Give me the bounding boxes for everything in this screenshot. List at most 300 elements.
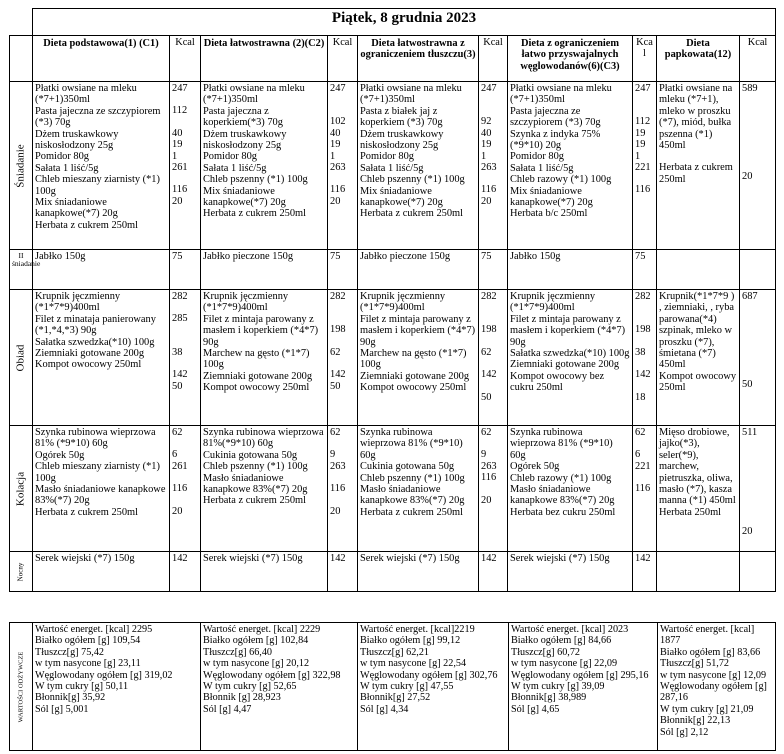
menu-item: Mix śniadaniowe kanapkowe(*7) 20g bbox=[203, 185, 286, 209]
kcal-value bbox=[742, 460, 773, 471]
kcal-cell bbox=[740, 82, 776, 250]
kcal-value: 263 bbox=[481, 162, 497, 174]
kcal-value bbox=[172, 117, 198, 128]
kcal-value: 116 bbox=[635, 184, 651, 196]
kcal-value: 198 bbox=[635, 324, 651, 336]
menu-item: Mix śniadaniowe kanapkowe(*7) 20g bbox=[510, 185, 593, 209]
meal-items-cell bbox=[657, 552, 740, 592]
kcal-value bbox=[172, 325, 198, 336]
kcal-value: 116 bbox=[481, 472, 497, 484]
nutrition-value: Węglowodany ogółem [g] 295,16 bbox=[511, 669, 649, 681]
menu-item bbox=[659, 151, 737, 162]
kcal-value bbox=[330, 302, 355, 313]
meal-items-cell bbox=[508, 552, 633, 592]
menu-item: Kompot owocowy 250ml bbox=[203, 382, 310, 394]
kcal-value: 1 bbox=[635, 150, 641, 162]
kcal-value: 261 bbox=[172, 460, 188, 472]
nutrition-value: w tym nasycone [g] 22,09 bbox=[511, 658, 618, 670]
meal-items-cell bbox=[201, 82, 328, 250]
nutrition-cell bbox=[201, 623, 358, 751]
kcal-cell bbox=[633, 552, 657, 592]
menu-item: Herbata b/c 250ml bbox=[510, 208, 588, 220]
nutrition-value: Wartość energet. [kcal] 2023 bbox=[511, 624, 629, 635]
kcal-value: 511 bbox=[742, 427, 758, 438]
menu-item: Ogórek 50g bbox=[35, 449, 85, 461]
menu-item: Płatki owsiane na mleku (*7+1)350ml bbox=[35, 83, 140, 106]
kcal-value bbox=[330, 336, 355, 347]
menu-item: Masło śniadaniowe kanapkowe 83%(*7) 20g bbox=[35, 484, 169, 507]
menu-item: Cukinia gotowana 50g bbox=[360, 461, 455, 473]
kcal-value: 116 bbox=[635, 483, 651, 495]
kcal-value: 40 bbox=[481, 127, 492, 139]
kcal-value: 263 bbox=[481, 460, 497, 472]
nutrition-value: Błonnik [g] 28,923 bbox=[203, 692, 281, 704]
menu-item: Filet z mintaja parowany z masłem i koperkiem (*4*7) 90g bbox=[510, 313, 628, 348]
nutrition-row bbox=[10, 623, 776, 751]
kcal-value: 142 bbox=[481, 553, 497, 564]
menu-item: Szynka rubinowa wieprzowa 81% (*9*10) 60g bbox=[510, 427, 616, 461]
kcal-cell bbox=[479, 426, 508, 552]
kcal-value: 50 bbox=[330, 380, 341, 392]
menu-item: Masło śniadaniowe kanapkowe 83%(*7) 20g bbox=[203, 472, 308, 496]
nutrition-value: Błonnik[g] 22,13 bbox=[660, 715, 731, 727]
nutrition-value: Tłuszcz[g] 75,42 bbox=[35, 646, 105, 658]
kcal-value bbox=[742, 127, 773, 138]
kcal-cell bbox=[328, 82, 358, 250]
kcal-value bbox=[481, 358, 505, 369]
corner-cell bbox=[10, 9, 33, 36]
menu-item: Filet z minataja panierowany (*1,*4,*3) 90g bbox=[35, 313, 159, 337]
meal-label-cell bbox=[10, 290, 33, 426]
kcal-value bbox=[172, 358, 198, 369]
menu-item: Szynka z indyka 75%(*9*10) 20g bbox=[510, 128, 601, 152]
kcal-value: 38 bbox=[635, 346, 646, 358]
nutrition-cell bbox=[509, 623, 658, 751]
kcal-value bbox=[742, 553, 773, 564]
menu-item: Pasta z białek jaj z koperkiem (*3) 70g bbox=[360, 105, 443, 129]
meal-items-cell bbox=[657, 82, 740, 250]
nutrition-value: Białko ogółem [g] 102,84 bbox=[203, 635, 309, 647]
nutrition-value: Węglowodany ogółem [g] 322,98 bbox=[203, 669, 341, 681]
nutrition-value: Tłuszcz[g] 66,40 bbox=[203, 646, 273, 658]
kcal-value: 221 bbox=[635, 460, 651, 472]
kcal-value: 6 bbox=[172, 449, 178, 461]
menu-item: Mix śniadaniowe kanapkowe(*7) 20g bbox=[35, 197, 118, 220]
diet-header-3: Dieta łatwostrawna z ograniczeniem tłuszczu(3) bbox=[358, 36, 479, 82]
kcal-header: Kcal bbox=[740, 36, 776, 82]
menu-item: Ziemniaki gotowane 200g bbox=[35, 348, 145, 360]
menu-item: Kompot owocowy bez cukru 250ml bbox=[510, 370, 607, 394]
kcal-value: 40 bbox=[172, 127, 183, 139]
meal-label-cell bbox=[10, 552, 33, 592]
menu-item: Marchew na gęsto (*1*7) 100g bbox=[360, 348, 470, 371]
meal-label-cell bbox=[10, 426, 33, 552]
menu-item: Dżem truskawkowy niskosłodzony 25g bbox=[203, 128, 290, 152]
kcal-cell bbox=[633, 82, 657, 250]
kcal-value bbox=[742, 94, 773, 105]
kcal-value: 116 bbox=[330, 184, 346, 196]
kcal-value: 247 bbox=[172, 83, 188, 94]
kcal-cell bbox=[328, 426, 358, 552]
menu-item: Masło śniadaniowe kanapkowe 83%(*7) 20g bbox=[360, 484, 465, 507]
meal-items-cell bbox=[358, 552, 479, 592]
page-title: Piątek, 8 grudnia 2023 bbox=[33, 9, 776, 36]
kcal-value bbox=[172, 302, 198, 313]
kcal-value: 282 bbox=[172, 291, 188, 302]
menu-item: Krupnik(*1*7*9 ) , ziemniaki, , ryba parowana(*4) szpinak, mleko w proszku (*7), śmietana (*7) 450ml bbox=[659, 291, 737, 371]
nutrition-value: Węglowodany ogółem [g] 319,02 bbox=[35, 669, 173, 681]
kcal-value: 116 bbox=[172, 184, 188, 196]
nutrition-value: Błonnik[g] 35,92 bbox=[35, 692, 106, 704]
menu-item: Chleb pszenny (*1) 100g bbox=[203, 174, 308, 186]
menu-item: Szynka rubinowa wieprzowa 81%(*9*10) 60g bbox=[203, 427, 327, 450]
kcal-value bbox=[172, 472, 198, 483]
kcal-value: 20 bbox=[330, 505, 341, 517]
menu-item: Szynka rubinowa wieprzowa 81% (*9*10) 60g bbox=[360, 427, 466, 461]
kcal-cell bbox=[740, 290, 776, 426]
nutrition-value: W tym cukry [g] 39,09 bbox=[511, 681, 605, 693]
kcal-value: 62 bbox=[481, 427, 492, 438]
meal-items-cell bbox=[33, 250, 170, 290]
kcal-value: 62 bbox=[172, 427, 183, 438]
menu-item: Herbata z cukrem 250ml bbox=[203, 208, 306, 220]
kcal-cell bbox=[479, 250, 508, 290]
meal-items-cell bbox=[358, 290, 479, 426]
kcal-value: 142 bbox=[172, 553, 188, 564]
nutrition-label: WARTOŚCI ODŻYWCZE bbox=[17, 651, 25, 722]
kcal-value bbox=[481, 313, 505, 324]
kcal-cell bbox=[328, 290, 358, 426]
nutrition-value: Tłuszcz[g] 62,21 bbox=[360, 646, 430, 658]
kcal-value bbox=[172, 336, 198, 347]
meal-items-cell bbox=[201, 290, 328, 426]
menu-item: Krupnik jęczmienny (*1*7*9)400ml bbox=[510, 291, 598, 314]
kcal-cell bbox=[740, 552, 776, 592]
kcal-header: Kcal bbox=[328, 36, 358, 82]
menu-item: Pasta jajeczna ze szczypiorem (*3) 70g bbox=[35, 105, 164, 129]
menu-item: Mix śniadaniowe kanapkowe(*7) 20g bbox=[360, 185, 443, 209]
nutrition-value: Sól [g] 4,47 bbox=[203, 703, 252, 715]
kcal-value: 142 bbox=[635, 553, 651, 564]
kcal-value: 116 bbox=[330, 483, 346, 495]
kcal-value bbox=[635, 302, 654, 313]
kcal-value: 19 bbox=[481, 139, 492, 151]
menu-item: Ziemniaki gotowane 200g bbox=[510, 359, 620, 371]
menu-item bbox=[659, 251, 737, 262]
header-corner bbox=[10, 36, 33, 82]
menu-item: Pomidor 80g bbox=[35, 151, 89, 163]
kcal-cell bbox=[170, 290, 201, 426]
menu-item: Ziemniaki gotowane 200g bbox=[203, 370, 313, 382]
menu-item: Jabłko pieczone 150g bbox=[203, 251, 294, 262]
menu-item: Ziemniaki gotowane 200g bbox=[360, 370, 470, 382]
kcal-value bbox=[635, 94, 654, 105]
meal-items-cell bbox=[33, 290, 170, 426]
meal-label-cell bbox=[10, 250, 41, 290]
kcal-value: 198 bbox=[481, 324, 497, 336]
kcal-value: 263 bbox=[330, 460, 346, 472]
kcal-value bbox=[635, 381, 654, 392]
menu-item: Pasta jajeczna ze szczypiorem (*3) 70g bbox=[510, 105, 601, 129]
menu-item: Pomidor 80g bbox=[360, 151, 414, 163]
meal-items-cell bbox=[358, 426, 479, 552]
meal-items-cell bbox=[508, 426, 633, 552]
nutrition-value: Sól [g] 4,34 bbox=[360, 703, 409, 715]
kcal-value: 75 bbox=[635, 251, 646, 262]
nutrition-value: Białko ogółem [g] 83,66 bbox=[660, 646, 761, 658]
kcal-value bbox=[481, 94, 505, 105]
kcal-value bbox=[742, 346, 773, 357]
kcal-value bbox=[742, 105, 773, 116]
kcal-value: 20 bbox=[330, 195, 341, 207]
menu-item: Krupnik jęczmienny (*1*7*9)400ml bbox=[203, 291, 291, 314]
meal-items-cell bbox=[657, 426, 740, 552]
kcal-value: 589 bbox=[742, 83, 758, 94]
kcal-value bbox=[481, 484, 505, 495]
kcal-value: 1 bbox=[481, 150, 487, 162]
kcal-header: Kcal bbox=[479, 36, 508, 82]
kcal-cell bbox=[633, 250, 657, 290]
kcal-value bbox=[330, 105, 355, 116]
nutrition-value: Sól [g] 4,65 bbox=[511, 703, 560, 715]
menu-item: Herbata z cukrem 250ml bbox=[360, 208, 463, 220]
meal-row bbox=[10, 426, 776, 552]
kcal-value: 6 bbox=[635, 449, 641, 461]
menu-item: Pomidor 80g bbox=[203, 151, 257, 163]
menu-item: Pomidor 80g bbox=[510, 151, 564, 163]
menu-item: Serek wiejski (*7) 150g bbox=[510, 553, 610, 564]
kcal-value bbox=[742, 368, 773, 379]
kcal-value: 20 bbox=[742, 171, 753, 183]
kcal-value: 285 bbox=[172, 313, 188, 325]
kcal-value bbox=[481, 336, 505, 347]
kcal-value bbox=[742, 313, 773, 324]
meal-label: Nocny bbox=[16, 562, 25, 581]
nutrition-value: Tłuszcz[g] 51,72 bbox=[660, 658, 730, 670]
menu-item: Serek wiejski (*7) 150g bbox=[360, 553, 460, 564]
menu-item: Pasta jajeczna z koperkiem(*3) 70g bbox=[203, 105, 283, 129]
menu-item: Chleb razowy (*1) 100g bbox=[510, 174, 612, 186]
menu-item: Sałata 1 liść/5g bbox=[510, 162, 574, 174]
menu-item: Płatki owsiane na mleku (*7+1)350ml bbox=[510, 83, 615, 106]
kcal-cell bbox=[740, 250, 776, 290]
kcal-value bbox=[742, 438, 773, 449]
kcal-value: 20 bbox=[172, 505, 183, 517]
kcal-value bbox=[742, 357, 773, 368]
kcal-value bbox=[330, 472, 355, 483]
menu-item: Krupnik jęczmienny (*1*7*9)400ml bbox=[360, 291, 448, 314]
kcal-value: 116 bbox=[172, 483, 188, 495]
kcal-cell bbox=[328, 250, 358, 290]
menu-item: Chleb pszenny (*1) 100g bbox=[203, 461, 308, 473]
kcal-value: 50 bbox=[172, 380, 183, 392]
kcal-value bbox=[742, 160, 773, 171]
kcal-value: 247 bbox=[330, 83, 346, 94]
kcal-value bbox=[172, 438, 198, 449]
nutrition-value: Błonnik[g] 27,52 bbox=[360, 692, 431, 704]
meal-items-cell bbox=[657, 250, 740, 290]
kcal-value: 62 bbox=[330, 346, 341, 358]
kcal-value: 142 bbox=[330, 369, 346, 381]
menu-item: Sałata 1 liść/5g bbox=[35, 162, 99, 174]
kcal-value: 92 bbox=[481, 116, 492, 128]
kcal-value: 261 bbox=[172, 162, 188, 174]
kcal-value bbox=[635, 196, 654, 207]
nutrition-value: W tym cukry [g] 52,65 bbox=[203, 681, 297, 693]
meal-items-cell bbox=[657, 290, 740, 426]
menu-item: Herbata 250ml bbox=[659, 506, 722, 518]
nutrition-value: Białko ogółem [g] 109,54 bbox=[35, 635, 141, 647]
kcal-value bbox=[742, 324, 773, 335]
menu-item: Serek wiejski (*7) 150g bbox=[203, 553, 303, 564]
menu-item: Sałatka szwedzka(*10) 100g bbox=[510, 348, 630, 360]
kcal-cell bbox=[170, 552, 201, 592]
nutrition-value: Wartość energet. [kcal] 2295 bbox=[35, 624, 153, 635]
kcal-value: 62 bbox=[635, 427, 646, 438]
menu-item: Kompot owocowy 250ml bbox=[659, 370, 739, 394]
kcal-cell bbox=[328, 552, 358, 592]
kcal-header: Kca l bbox=[633, 36, 657, 82]
meal-label: Kolacja bbox=[14, 471, 27, 506]
kcal-value bbox=[635, 173, 654, 184]
kcal-value: 1 bbox=[330, 150, 336, 162]
nutrition-value: w tym nasycone [g] 12,09 bbox=[660, 669, 767, 681]
meal-items-cell bbox=[358, 250, 479, 290]
kcal-value: 50 bbox=[742, 379, 753, 391]
kcal-value: 263 bbox=[330, 162, 346, 174]
kcal-value bbox=[635, 105, 654, 116]
menu-table bbox=[9, 8, 776, 592]
diet-header-2: Dieta łatwostrawna (2)(C2) bbox=[201, 36, 328, 82]
nutrition-value: w tym nasycone [g] 22,54 bbox=[360, 658, 467, 670]
kcal-value bbox=[742, 482, 773, 493]
menu-item: Jabłko 150g bbox=[510, 251, 561, 262]
menu-item: Herbata z cukrem 250ml bbox=[360, 506, 463, 518]
nutrition-cell bbox=[33, 623, 201, 751]
kcal-value bbox=[635, 472, 654, 483]
kcal-value: 282 bbox=[481, 291, 497, 302]
kcal-value bbox=[481, 105, 505, 116]
menu-item: Chleb pszenny (*1) 100g bbox=[360, 472, 465, 484]
menu-item: Chleb mieszany ziarnisty (*1) 100g bbox=[35, 174, 163, 197]
kcal-value bbox=[742, 149, 773, 160]
kcal-value: 62 bbox=[481, 346, 492, 358]
kcal-value: 9 bbox=[481, 449, 487, 461]
kcal-value: 18 bbox=[635, 391, 646, 403]
meal-items-cell bbox=[201, 552, 328, 592]
menu-item: Chleb mieszany ziarnisty (*1) 100g bbox=[35, 461, 163, 484]
kcal-value: 19 bbox=[635, 139, 646, 151]
kcal-value bbox=[330, 94, 355, 105]
meal-items-cell bbox=[33, 426, 170, 552]
kcal-value bbox=[635, 495, 654, 506]
kcal-value: 50 bbox=[481, 391, 492, 403]
menu-item: Masło śniadaniowe kanapkowe 83%(*7) 20g bbox=[510, 484, 615, 507]
kcal-value bbox=[635, 438, 654, 449]
nutrition-value: w tym nasycone [g] 20,12 bbox=[203, 658, 310, 670]
kcal-cell bbox=[479, 552, 508, 592]
menu-item: Cukinia gotowana 50g bbox=[203, 449, 298, 461]
kcal-value: 19 bbox=[635, 127, 646, 139]
meal-items-cell bbox=[508, 250, 633, 290]
kcal-value: 247 bbox=[481, 83, 497, 94]
meal-row bbox=[10, 250, 776, 290]
menu-item: Krupnik jęczmienny (*1*7*9)400ml bbox=[35, 291, 123, 314]
kcal-value bbox=[742, 471, 773, 482]
menu-item: Sałatka szwedzka(*10) 100g bbox=[35, 336, 155, 348]
kcal-value: 9 bbox=[330, 449, 336, 461]
kcal-value bbox=[481, 173, 505, 184]
kcal-value: 38 bbox=[172, 346, 183, 358]
nutrition-value: W tym cukry [g] 21,09 bbox=[660, 703, 754, 715]
diet-header-4: Dieta z ograniczeniem łatwo przyswajalnych węglowodanów(6)(C3) bbox=[508, 36, 633, 82]
diet-header-1: Dieta podstawowa(1) (C1) bbox=[33, 36, 170, 82]
menu-item: Dżem truskawkowy niskosłodzony 25g bbox=[35, 128, 122, 152]
nutrition-label-cell bbox=[10, 623, 33, 751]
kcal-value: 142 bbox=[635, 369, 651, 381]
kcal-value: 221 bbox=[635, 162, 651, 174]
kcal-value: 282 bbox=[635, 291, 651, 302]
meal-items-cell bbox=[508, 290, 633, 426]
meal-row bbox=[10, 290, 776, 426]
menu-item: Chleb razowy (*1) 100g bbox=[510, 472, 612, 484]
menu-item: Herbata bez cukru 250ml bbox=[510, 506, 616, 518]
kcal-value: 102 bbox=[330, 116, 346, 128]
kcal-header: Kcal bbox=[170, 36, 201, 82]
kcal-value: 20 bbox=[172, 195, 183, 207]
kcal-value bbox=[742, 493, 773, 504]
kcal-value: 19 bbox=[172, 139, 183, 151]
menu-item: Mięso drobiowe, jajko(*3), seler(*9), marchew, pietruszka, oliwa, masło (*7), kasza manna (*1) 450ml bbox=[659, 427, 736, 507]
meal-items-cell bbox=[508, 82, 633, 250]
kcal-cell bbox=[740, 426, 776, 552]
kcal-value bbox=[330, 313, 355, 324]
nutrition-value: Błonnik[g] 38,989 bbox=[511, 692, 587, 704]
meal-row bbox=[10, 82, 776, 250]
kcal-value: 20 bbox=[481, 195, 492, 207]
menu-item: Jabłko 150g bbox=[35, 251, 86, 262]
menu-item: Herbata z cukrem 250ml bbox=[659, 162, 736, 185]
meal-items-cell bbox=[33, 82, 170, 250]
nutrition-value: w tym nasycone [g] 23,11 bbox=[35, 658, 141, 670]
menu-item: Serek wiejski (*7) 150g bbox=[35, 553, 135, 564]
nutrition-value: Sól [g] 5,001 bbox=[35, 703, 89, 715]
nutrition-value: W tym cukry [g] 47,55 bbox=[360, 681, 454, 693]
kcal-value bbox=[742, 302, 773, 313]
kcal-value bbox=[635, 336, 654, 347]
kcal-value: 75 bbox=[330, 251, 341, 262]
menu-item: Szynka rubinowa wieprzowa 81% (*9*10) 60g bbox=[35, 427, 159, 450]
nutrition-value: Wartość energet. [kcal] 1877 bbox=[660, 624, 757, 647]
kcal-value bbox=[172, 495, 198, 506]
menu-item: Kompot owocowy 250ml bbox=[360, 382, 467, 394]
kcal-cell bbox=[170, 82, 201, 250]
menu-item: Herbata z cukrem 250ml bbox=[35, 506, 138, 518]
kcal-cell bbox=[633, 426, 657, 552]
nutrition-value: Węglowodany ogółem [g] 302,76 bbox=[360, 669, 498, 681]
nutrition-value: Wartość energet. [kcal]2219 bbox=[360, 624, 475, 635]
kcal-value: 282 bbox=[330, 291, 346, 302]
meal-items-cell bbox=[201, 250, 328, 290]
kcal-cell bbox=[170, 250, 201, 290]
menu-item: Sałata 1 liść/5g bbox=[203, 162, 267, 174]
menu-item: Płatki owsiane na mleku (*7+1), mleko w proszku (*7), miód, bułka pszenna (*1) 450ml bbox=[659, 83, 735, 152]
kcal-value bbox=[330, 358, 355, 369]
nutrition-value: Sól [g] 2,12 bbox=[660, 726, 709, 738]
kcal-value: 75 bbox=[481, 251, 492, 262]
kcal-value bbox=[481, 381, 505, 392]
meal-label: Śniadanie bbox=[14, 143, 27, 188]
